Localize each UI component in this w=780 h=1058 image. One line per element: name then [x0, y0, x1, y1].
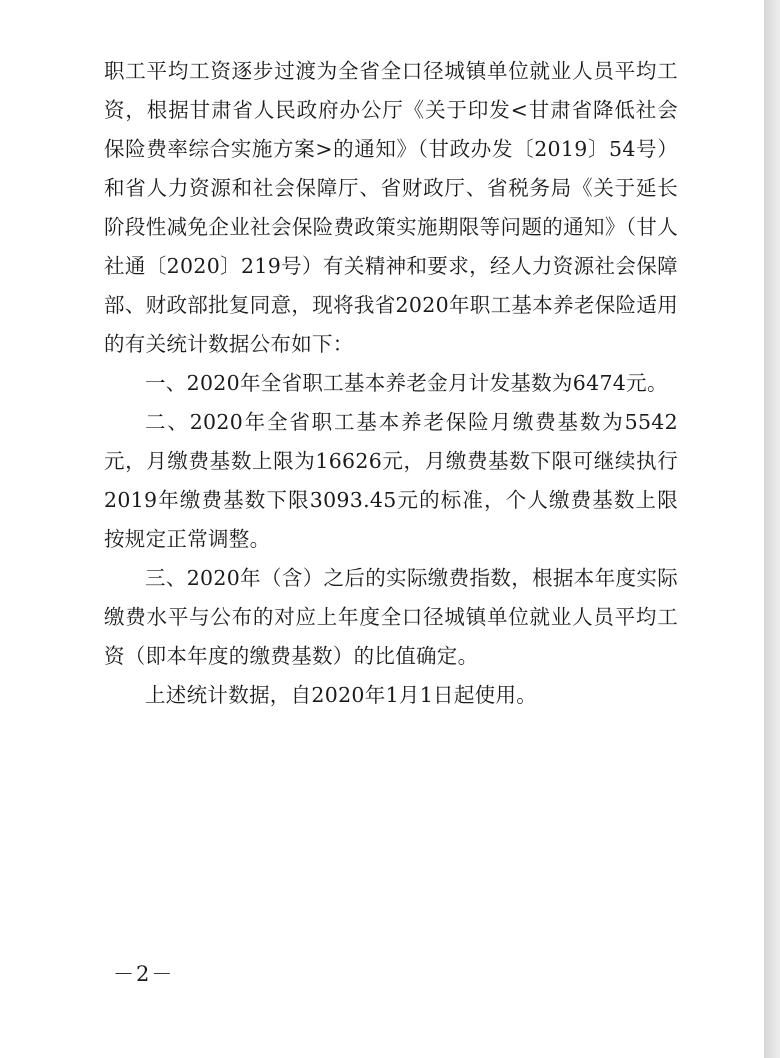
paragraph-item-2: 二、2020年全省职工基本养老保险月缴费基数为5542元，月缴费基数上限为16626元，月缴费基数下限可继续执行2019年缴费基数下限3093.45元的标准，个人缴费基数上限按规定正常调整。 [104, 410, 678, 551]
paragraph-closing: 上述统计数据，自2020年1月1日起使用。 [145, 683, 538, 707]
document-body [104, 52, 678, 715]
page-number: －2－ [113, 962, 175, 986]
page-edge-shadow [764, 0, 780, 1058]
paragraph-item-3: 三、2020年（含）之后的实际缴费指数，根据本年度实际缴费水平与公布的对应上年度全口径城镇单位就业人员平均工资（即本年度的缴费基数）的比值确定。 [104, 566, 678, 668]
paragraph-item-1: 一、2020年全省职工基本养老金月计发基数为6474元。 [145, 371, 668, 395]
paragraph-intro: 职工平均工资逐步过渡为全省全口径城镇单位就业人员平均工资，根据甘肃省人民政府办公厅《关于印发<甘肃省降低社会保险费率综合实施方案>的通知》（甘政办发〔2019〕54号）和省人力资源和社会保障厅、省财政厅、省税务局《关于延长阶段性减免企业社会保险费政策实施期限等问题的通知》（甘人社通〔2020〕219号）有关精神和要求，经人力资源社会保障部、财政部批复同意，现将我省2020年职工基本养老保险适用的有关统计数据公布如下： [104, 59, 678, 356]
